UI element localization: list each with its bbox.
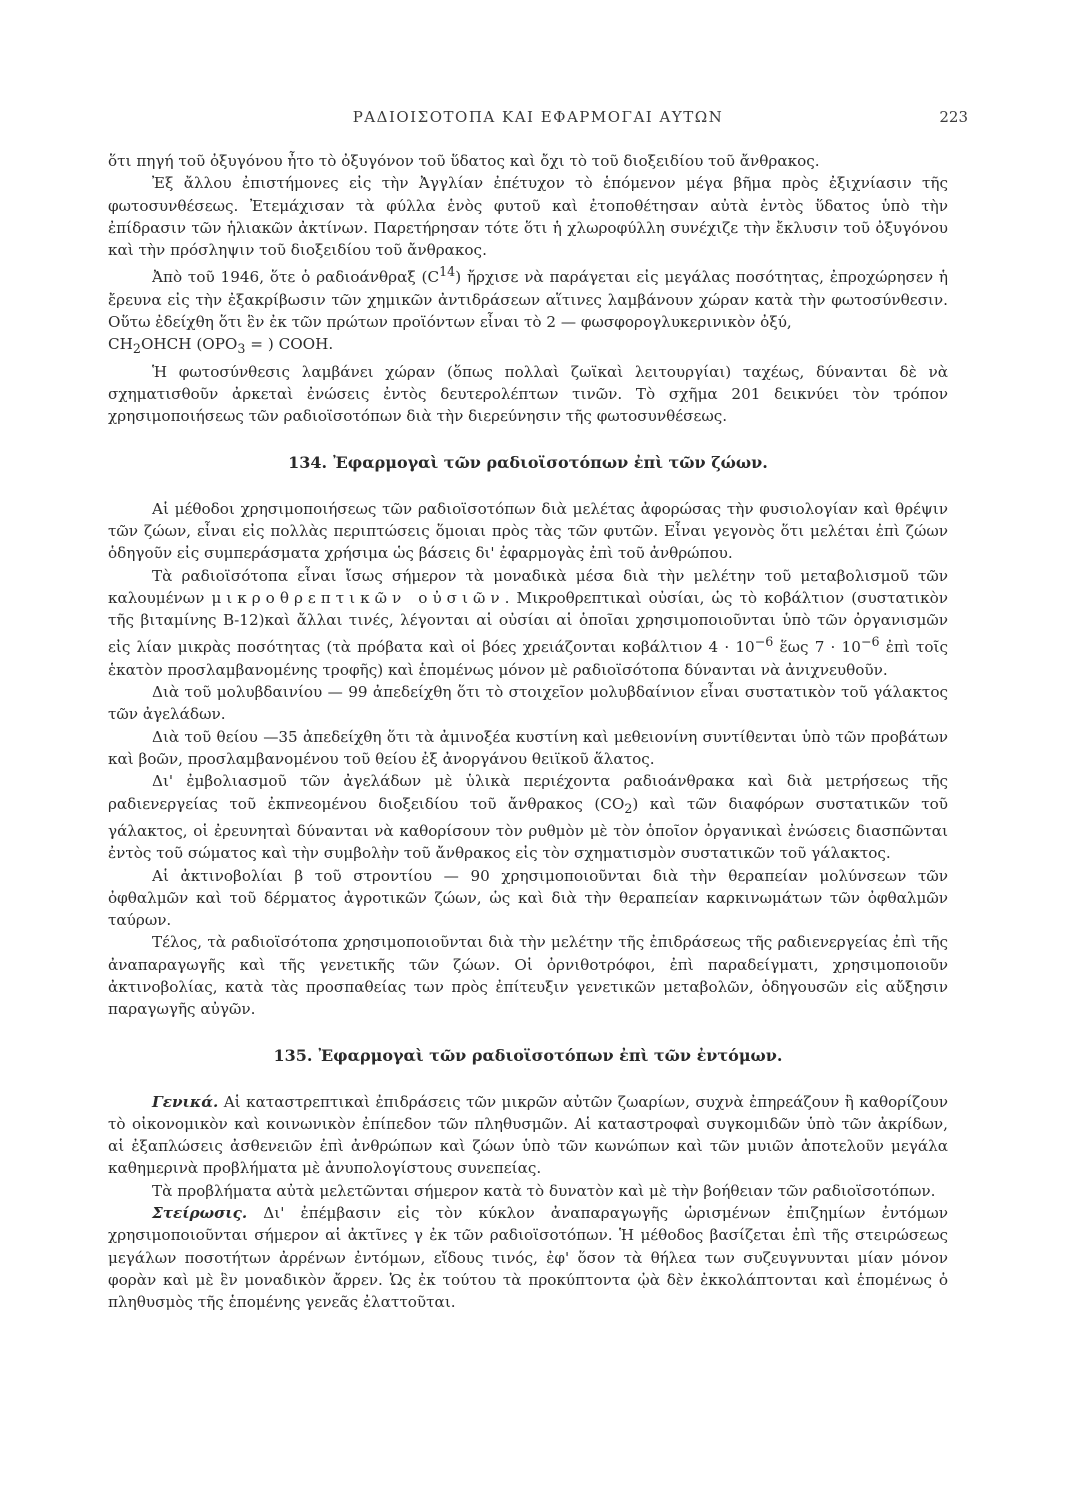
paragraph: Αἱ ἀκτινοβολίαι β τοῦ στροντίου — 90 χρησιμοποιοῦνται διὰ τὴν θεραπείαν μολύνσεων τῶν ὀφθαλμῶν καὶ τοῦ δέρματος ἀγροτικῶν ζώων, ὡς καὶ διὰ τὴν θεραπείαν καρκινωμάτων τῶν ὀφθαλμῶν ταύρων.: [108, 866, 948, 930]
paragraph-text: Δι' ἐμβολιασμοῦ τῶν ἀγελάδων μὲ ὑλικὰ περιέχοντα ραδιοάνθρακα καὶ διὰ μετρήσεως τῆς ραδιενεργείας τοῦ ἐκπνεομένου διοξειδίου τοῦ ἄνθρακος (CO: [108, 772, 948, 813]
paragraph: Αἱ μέθοδοι χρησιμοποιήσεως τῶν ραδιοϊσοτόπων διὰ μελέτας ἀφορώσας τὴν φυσιολογίαν καὶ θρέψιν τῶν ζώων, εἶναι εἰς πολλὰς περιπτώσεις ὅμοιαι πρὸς τὰς τῶν φυτῶν. Εἶναι γεγονὸς ὅτι μελέται ἐπὶ ζώων ὁδηγοῦν εἰς συμπεράσματα χρήσιμα ὡς βάσεις δι' ἐφαρμογὰς ἐπὶ τοῦ ἀνθρώπου.: [108, 499, 948, 563]
paragraph: Διὰ τοῦ θείου —35 ἀπεδείχθη ὅτι τὰ ἀμινοξέα κυστίνη καὶ μεθειονίνη συντίθενται ὑπὸ τῶν προβάτων καὶ βοῶν, προσλαμβανομένου τοῦ θείου ἐξ ἀνοργάνου θειϊκοῦ ἅλατος.: [108, 727, 948, 768]
paragraph-text: Ἀπὸ τοῦ 1946, ὅτε ὁ ραδιοάνθραξ (C: [152, 268, 440, 287]
running-title: ΡΑΔΙΟΙΣΟΤΟΠΑ ΚΑΙ ΕΦΑΡΜΟΓΑΙ ΑΥΤΩΝ: [352, 108, 724, 126]
paragraph: [108, 1202, 948, 1313]
formula-part: = ) COOH.: [245, 335, 334, 354]
paragraph-text: ) καὶ τῶν διαφόρων συστατικῶν τοῦ γάλακτος, οἱ ἐρευνηταὶ δύνανται νὰ καθορίσουν τὸν ρυθμὸν μὲ τὸν ὁποῖον ὀργανικαὶ ἐνώσεις διασπῶνται ἐντὸς τοῦ σώματος καὶ τὴν συμβολὴν τοῦ ἄνθρακος εἰς τὸν σχηματισμὸν συστατικῶν τοῦ γάλακτος.: [108, 794, 948, 863]
formula-part: OHCH (OPO: [140, 335, 238, 354]
section-heading-135: [108, 1045, 948, 1067]
running-header: [108, 108, 968, 132]
paragraph-text: Αἱ καταστρεπτικαὶ ἐπιδράσεις τῶν μικρῶν αὐτῶν ζωαρίων, συχνὰ ἐπηρεάζουν ἢ καθορίζουν τὸ οἰκονομικὸν καὶ κοινωνικὸν ἐπίπεδον τῶν πληθυσμῶν. Αἱ καταστροφαὶ συγκομιδῶν ὑπὸ τῶν ἀκρίδων, αἱ ἐξαπλώσεις ἀσθενειῶν ἐπὶ ἀνθρώπων καὶ ζώων ὑπὸ τῶν κωνώπων καὶ τῶν μυιῶν ἀποτελοῦν μεγάλα καθημερινὰ προβλήματα μὲ ἀνυπολογίστους συνεπείας.: [108, 1092, 948, 1178]
paragraph-text: ) ἤρχισε νὰ παράγεται εἰς μεγάλας ποσότητας, ἐπροχώρησεν ἡ ἔρευνα εἰς τὴν ἐξακρίβωσιν τῶν χημικῶν ἀντιδράσεων αἵτινες λαμβάνουν χώραν κατὰ τὴν φωτοσύνθεσιν. Οὕτω ἐδείχθη ὅτι ἓν ἐκ τῶν πρώτων προϊόντων εἶναι τὸ 2 — φωσφορογλυκερινικὸν ὀξύ,: [108, 268, 948, 332]
paragraph-text: Δι' ἐπέμβασιν εἰς τὸν κύκλον ἀναπαραγωγῆς ὡρισμένων ἐπιζημίων ἐντόμων χρησιμοποιοῦνται σήμερον αἱ ἀκτῖνες γ ἐκ τῶν ραδιοϊσοτόπων. Ἡ μέθοδος βασίζεται ἐπὶ τῆς στειρώσεως μεγάλων ποσοτήτων ἀρρένων ἐντόμων, εἴδους τινός, ἐφ' ὅσον τὰ θήλεα των συζευγνυνται μίαν μόνον φορὰν καὶ μὲ ἓν μοναδικὸν ἄρρεν. Ὡς ἐκ τούτου τὰ προκύπτοντα ᾠὰ δὲν ἐκκολάπτονται καὶ ἑπομένως ὁ πληθυσμὸς τῆς ἑπομένης γενεᾶς ἐλαττοῦται.: [108, 1204, 948, 1312]
formula-part: CH: [108, 335, 133, 354]
paragraph: [108, 261, 948, 360]
section-title: Ἐφαρμογαὶ τῶν ραδιοϊσοτόπων ἐπὶ τῶν ἐντόμων.: [318, 1045, 783, 1065]
paragraph: Τέλος, τὰ ραδιοϊσότοπα χρησιμοποιοῦνται διὰ τὴν μελέτην τῆς ἐπιδράσεως τῆς ραδιενεργείας ἐπὶ τῆς ἀναπαραγωγῆς καὶ τῆς γενετικῆς τῶν ζώων. Οἱ ὀρνιθοτρόφοι, ἐπὶ παραδείγματι, χρησιμοποιοῦν ἀκτινοβολίας, κατὰ τὰς προσπαθείας των πρὸς ἐπίτευξιν γενετικῶν μεταβολῶν, ὁδηγουσῶν εἰς αὔξησιν παραγωγῆς αὐγῶν.: [108, 933, 948, 1019]
paragraph: [108, 1091, 948, 1180]
paragraph: [108, 565, 948, 682]
paragraph-lead: Στείρωσις.: [152, 1204, 248, 1223]
formula-subscript: 3: [237, 341, 246, 357]
page-body: [108, 150, 948, 1314]
exponent: −6: [754, 634, 774, 650]
paragraph: Ἐξ ἄλλου ἐπιστήμονες εἰς τὴν Ἀγγλίαν ἐπέτυχον τὸ ἑπόμενον μέγα βῆμα πρὸς ἐξιχνίασιν τῆς φωτοσυνθέσεως. Ἐτεμάχισαν τὰ φύλλα ἑνὸς φυτοῦ καὶ ἐτοποθέτησαν αὐτὰ ἐντὸς ὕδατος ὑπὸ τὴν ἐπίδρασιν τῶν ἡλιακῶν ἀκτίνων. Παρετήρησαν τότε ὅτι ἡ χλωροφύλλη συνέχιζε τὴν ἔκλυσιν τοῦ ὀξυγόνου καὶ τὴν πρόσληψιν τοῦ διοξειδίου τοῦ ἄνθρακος.: [108, 174, 948, 260]
paragraph-text: ἐπὶ τοῖς ἑκατὸν προσλαμβανομένης τροφῆς) καὶ ἑπομένως μόνον μὲ ραδιοϊσότοπα δύνανται νὰ ἀνιχνευθοῦν.: [108, 638, 948, 679]
formula-subscript: 2: [624, 800, 633, 816]
spaced-term: μικροθρεπτικῶν οὐσιῶν: [211, 588, 505, 607]
paragraph-lead: Γενικά.: [152, 1092, 219, 1111]
paragraph-text: ἕως 7 · 10: [773, 638, 861, 657]
paragraph: ὅτι πηγή τοῦ ὀξυγόνου ἦτο τὸ ὀξυγόνον τοῦ ὕδατος καὶ ὄχι τὸ τοῦ διοξειδίου τοῦ ἄνθρακος.: [108, 152, 820, 170]
paragraph: [108, 770, 948, 864]
paragraph-text: . Μικροθρεπτικαὶ οὐσίαι, ὡς τὸ κοβάλτιον (συστατικὸν τῆς βιταμίνης Β-12)καὶ ἄλλαι τινές, λέγονται αἱ οὐσίαι αἱ ὁποῖαι χρησιμοποιοῦνται ὑπὸ τῶν ὀργανισμῶν εἰς λίαν μικρὰς ποσότητας (τὰ πρόβατα καὶ οἱ βόες χρειάζονται κοβάλτιον 4 · 10: [108, 588, 949, 657]
section-number: 135.: [273, 1045, 313, 1065]
formula-subscript: 2: [132, 341, 141, 357]
section-title: Ἐφαρμογαὶ τῶν ραδιοϊσοτόπων ἐπὶ τῶν ζώων.: [333, 452, 768, 472]
paragraph: Ἡ φωτοσύνθεσις λαμβάνει χώραν (ὅπως πολλαὶ ζωϊκαὶ λειτουργίαι) ταχέως, δύνανται δὲ νὰ σχηματισθοῦν ἀρκεταὶ ἐνώσεις ἐντὸς δευτερολέπτων τινῶν. Τὸ σχῆμα 201 δεικνύει τὸν τρόπον χρησιμοποιήσεως τῶν ραδιοϊσοτόπων διὰ τὴν διερεύνησιν τῆς φωτοσυνθέσεως.: [108, 362, 948, 426]
paragraph-text: Τὰ ραδιοϊσότοπα εἶναι ἴσως σήμερον τὰ μοναδικὰ μέσα διὰ τὴν μελέτην τοῦ μεταβολισμοῦ τῶν καλουμένων: [108, 566, 948, 607]
exponent: −6: [860, 634, 880, 650]
isotope-superscript: 14: [439, 264, 456, 280]
page-number: 223: [939, 108, 968, 126]
chemical-formula: [108, 335, 334, 357]
section-number: 134.: [288, 452, 328, 472]
paragraph: Τὰ προβλήματα αὐτὰ μελετῶνται σήμερον κατὰ τὸ δυνατὸν καὶ μὲ τὴν βοήθειαν τῶν ραδιοϊσοτόπων.: [152, 1181, 936, 1200]
paragraph: Διὰ τοῦ μολυβδαινίου — 99 ἀπεδείχθη ὅτι τὸ στοιχεῖον μολυβδαίνιον εἶναι συστατικὸν τοῦ γάλακτος τῶν ἀγελάδων.: [108, 683, 948, 724]
section-heading-134: [108, 452, 948, 474]
